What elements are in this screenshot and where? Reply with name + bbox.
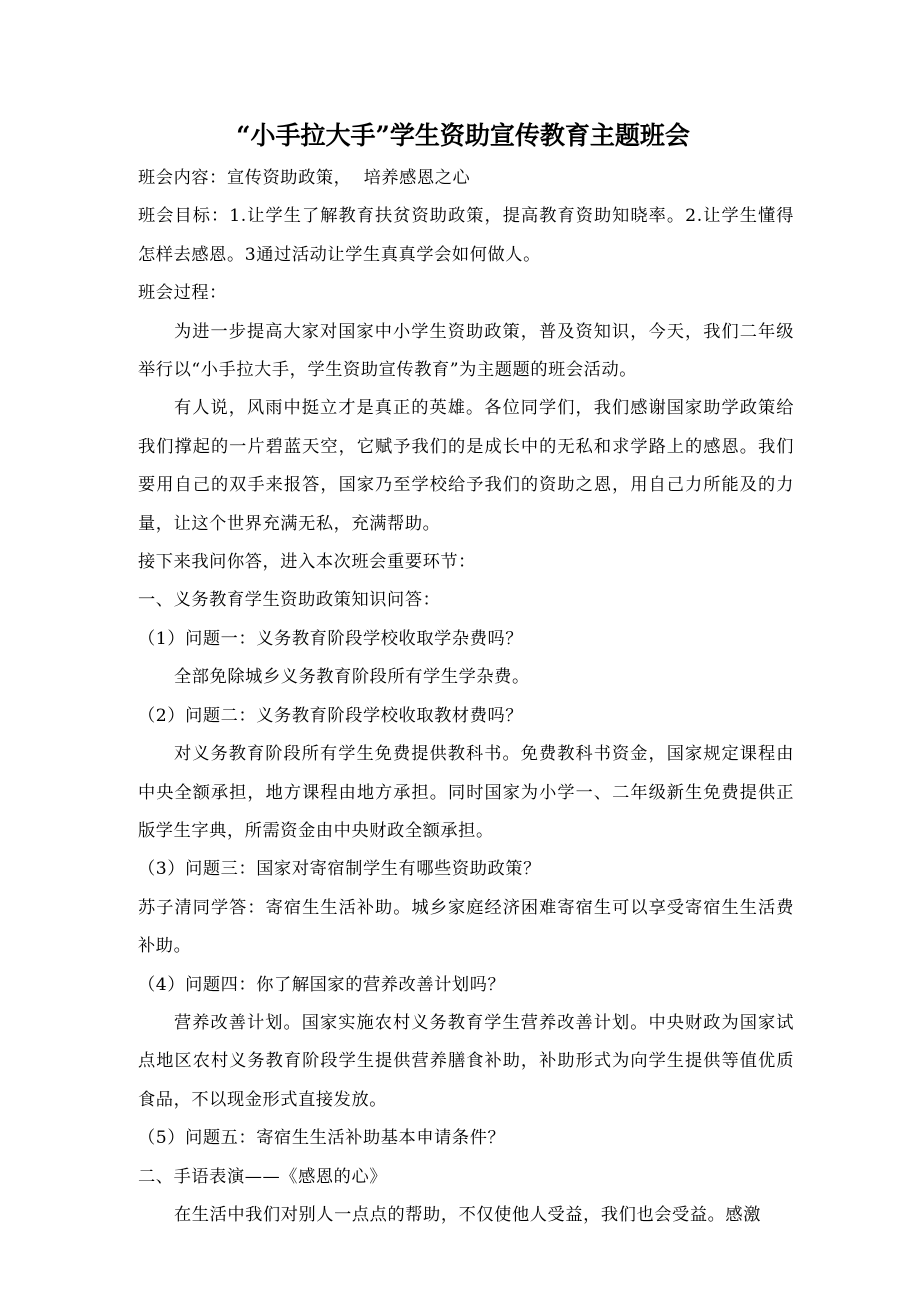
question-2: （2）问题二：义务教育阶段学校收取教材费吗？ [138, 705, 524, 726]
answer-2: 对义务教育阶段所有学生免费提供教科书。免费教科书资金，国家规定课程由中央全额承担，地方课程由地方承担。同时国家为小学一、二年级新生免费提供正版学生字典，所需资金由中央财政全额承担。 [138, 744, 794, 841]
paragraph-class-goals: 班会目标：1.让学生了解教育扶贫资助政策，提高教育资助知晓率。2.让学生懂得怎样去感恩。3通过活动让学生真真学会如何做人。 [138, 206, 794, 265]
question-1: （1）问题一：义务教育阶段学校收取学杂费吗？ [138, 628, 524, 649]
question-5: （5）问题五：寄宿生生活补助基本申请条件？ [138, 1128, 506, 1149]
answer-3: 苏子清同学答：寄宿生生活补助。城乡家庭经济困难寄宿生可以享受寄宿生生活费补助。 [138, 897, 794, 957]
paragraph-class-process-heading: 班会过程： [138, 283, 227, 304]
paragraph-gratitude: 在生活中我们对别人一点点的帮助，不仅使他人受益，我们也会受益。感激 [174, 1204, 761, 1225]
paragraph-class-content: 班会内容：宣传资助政策， 培养感恩之心 [138, 168, 471, 188]
paragraph-heroes: 有人说，风雨中挺立才是真正的英雄。各位同学们，我们感谢国家助学政策给我们撑起的一片碧蓝天空，它赋予我们的是成长中的无私和求学路上的感恩。我们要用自己的双手来报答，国家乃至学校给予我们的资助之恩，用自己力所能及的力量，让这个世界充满无私，充满帮助。 [138, 398, 794, 534]
section-heading-qa: 一、义务教育学生资助政策知识问答： [138, 590, 441, 611]
answer-1: 全部免除城乡义务教育阶段所有学生学杂费。 [174, 667, 530, 688]
question-3: （3）问题三：国家对寄宿制学生有哪些资助政策？ [138, 859, 541, 880]
answer-4: 营养改善计划。国家实施农村义务教育学生营养改善计划。中央财政为国家试点地区农村义务教育阶段学生提供营养膳食补助，补助形式为向学生提供等值优质食品，不以现金形式直接发放。 [138, 1012, 794, 1110]
document-title: “小手拉大手”学生资助宣传教育主题班会 [236, 121, 690, 150]
question-4: （4）问题四：你了解国家的营养改善计划吗？ [138, 974, 506, 995]
document-body [138, 159, 794, 1234]
paragraph-qa-intro: 接下来我问你答，进入本次班会重要环节： [138, 552, 476, 573]
section-heading-sign-language: 二、手语表演——《感恩的心》 [138, 1166, 388, 1187]
paragraph-intro: 为进一步提高大家对国家中小学生资助政策，普及资知识，今天，我们二年级举行以“小手拉大手，学生资助宣传教育”为主题题的班会活动。 [138, 321, 794, 381]
